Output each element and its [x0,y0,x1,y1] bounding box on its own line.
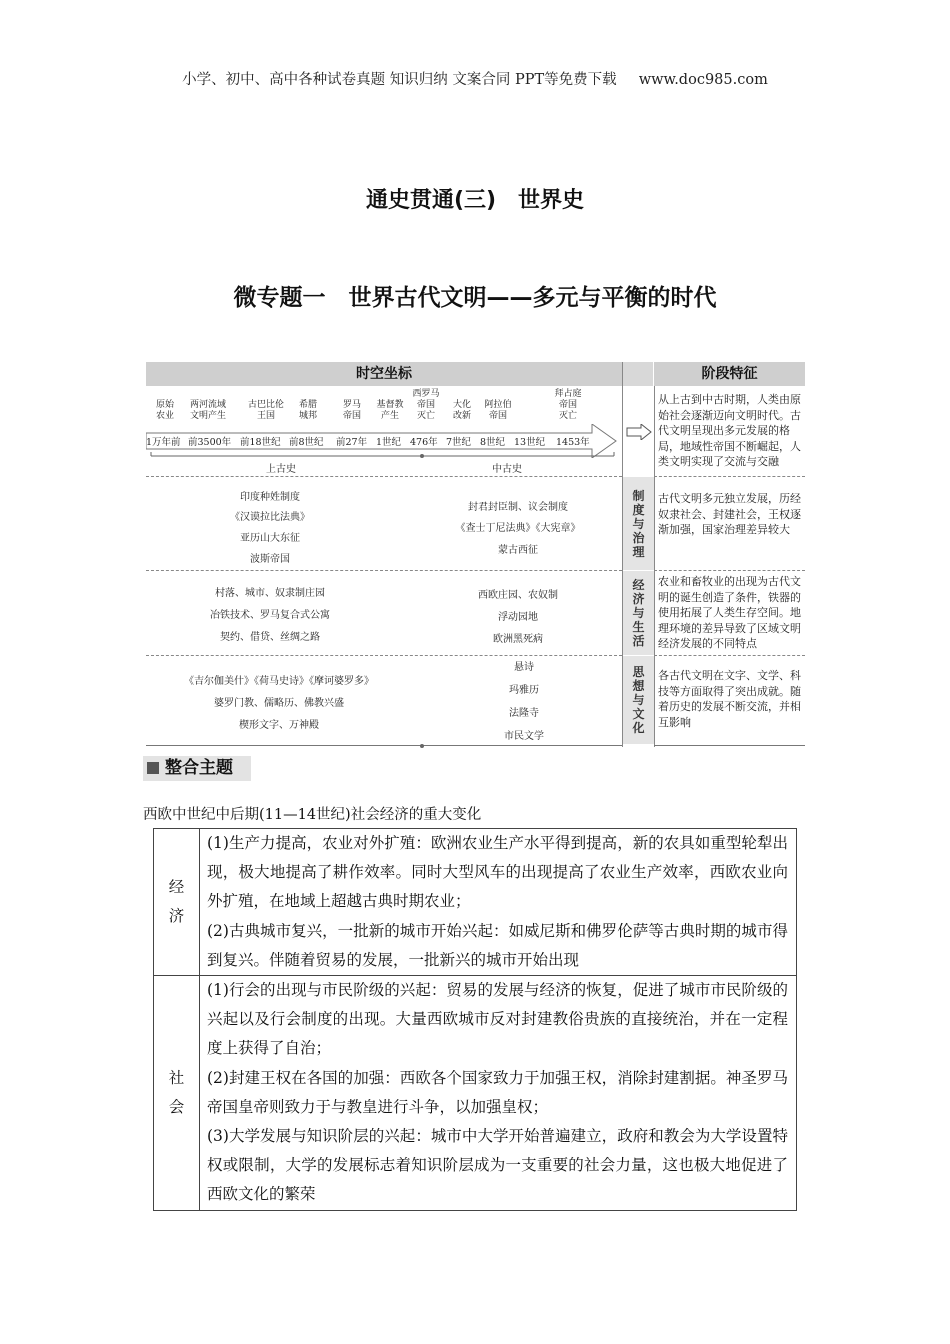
row3-right-item: 法隆寺 [509,708,539,719]
feature-institution: 古代文明多元独立发展，历经奴隶社会、封建社会，王权逐渐加强，国家治理差异较大 [658,492,801,536]
row3-left-item: 婆罗门教、儒略历、佛教兴盛 [214,698,344,709]
side-label-culture: 思想与文化 [623,656,654,744]
document-icon [147,762,159,774]
era-medieval: 中古史 [492,464,522,475]
row3-left-item: 《吉尔伽美什》《荷马史诗》《摩诃婆罗多》 [184,676,374,687]
event: 罗马 帝国 [342,400,361,421]
event: 两河流域 文明产生 [189,400,226,421]
row2-right-item: 西欧庄园、农奴制 [478,590,558,601]
side-label-institution: 制度与治理 [623,477,654,570]
row1-right-item: 《查士丁尼法典》《大宪章》 [455,523,581,534]
event: 基督教 产生 [376,400,404,421]
section-heading: 西欧中世纪中后期(11—14世纪)社会经济的重大变化 [143,807,482,823]
row2-left-item: 契约、借贷、丝绸之路 [220,632,320,643]
date: 前27年 [336,437,368,448]
event: 古巴比伦 王国 [247,400,284,421]
page-subtitle: 微专题一 世界古代文明——多元与平衡的时代 [233,285,717,311]
diagram-head-left: 时空坐标 [146,362,622,386]
row3-right-item: 市民文学 [504,731,544,742]
row-label-society: 社 会 [154,976,200,1211]
header-site[interactable]: www.doc985.com [638,72,768,88]
date: 8世纪 [480,437,506,448]
row2-left-item: 冶铁技术、罗马复合式公寓 [210,610,330,621]
row1-left-item: 亚历山大东征 [240,533,300,544]
row2-right-item: 欧洲黑死病 [493,634,543,645]
row1-left-item: 波斯帝国 [250,554,290,565]
diagram-head-right: 阶段特征 [654,362,805,386]
date: 前3500年 [188,437,232,448]
header-text: 小学、初中、高中各种试卷真题 知识归纳 文案合同 PPT等免费下载 [182,72,617,88]
row3-left-item: 楔形文字、万神殿 [239,720,319,731]
row1-right-item: 蒙古西征 [498,545,538,556]
right-arrow-icon [626,424,652,440]
timeline-diagram [146,362,805,747]
era-bracket [146,450,622,460]
summary-table [153,828,797,1211]
era-ancient: 上古史 [266,464,296,475]
date: 476年 [410,437,438,448]
date: 1世纪 [376,437,402,448]
event: 阿拉伯 帝国 [484,400,512,421]
row-text-society: (1)行会的出现与市民阶级的兴起：贸易的发展与经济的恢复，促进了城市市民阶级的兴起以及行会制度的出现。大量西欧城市反对封建教俗贵族的直接统治，并在一定程度上获得了自治； (2)封建王权在各国的加强：西欧各个国家致力于加强王权，消除封建割据。神圣罗马帝国皇帝则致力于与教皇进行斗争，以加强皇权； (3)大学发展与知识阶层的兴起：城市中大学开始普遍建立，政府和教会为大学设置特权或限制，大学的发展标志着知识阶层成为一支重要的社会力量，这也极大地促进了西欧文化的繁荣 [200,976,797,1211]
row2-right-item: 浮动园地 [498,612,538,623]
date: 1万年前 [146,437,181,448]
event: 拜占庭 帝国 灭亡 [554,389,582,421]
side-label-economy: 经济与生活 [623,571,654,655]
table-row [154,976,797,1211]
feature-culture: 各古代文明在文字、文学、科技等方面取得了突出成就。随着历史的发展不断交流，并相互影响 [658,669,801,729]
page-header [0,68,950,89]
event: 大化 改新 [452,400,471,421]
row1-left-item: 印度种姓制度 [240,492,300,503]
row2-left-item: 村落、城市、奴隶制庄园 [215,588,325,599]
event: 原始 农业 [155,400,174,421]
event: 希腊 城邦 [298,400,317,421]
date: 前18世纪 [240,437,281,448]
page-title: 通史贯通(三) 世界史 [365,188,585,213]
row1-right-item: 封君封臣制、议会制度 [468,502,568,513]
table-row [154,829,797,976]
row3-right-item: 悬诗 [514,662,534,673]
row-text-economy: (1)生产力提高，农业对外扩殖：欧洲农业生产水平得到提高，新的农具如重型轮犁出现，极大地提高了耕作效率。同时大型风车的出现提高了农业生产效率，西欧农业向外扩殖，在地域上超越古典时期农业； (2)古典城市复兴，一批新的城市开始兴起：如威尼斯和佛罗伦萨等古典时期的城市得到复兴。伴随着贸易的发展，一批新兴的城市开始出现 [200,829,797,976]
row-label-economy: 经 济 [154,829,200,976]
date: 前8世纪 [289,437,324,448]
feature-time: 从上古到中古时期，人类由原始社会逐渐迈向文明时代。古代文明呈现出多元发展的格局，地域性帝国不断崛起，人类文明实现了交流与交融 [658,393,801,468]
date: 13世纪 [514,437,546,448]
row3-right-item: 玛雅历 [509,685,539,696]
event: 西罗马 帝国 灭亡 [412,389,440,421]
section-tag: 整合主题 [143,756,251,781]
row1-left-item: 《汉谟拉比法典》 [230,512,310,523]
feature-economy: 农业和畜牧业的出现为古代文明的诞生创造了条件，铁器的使用拓展了人类生存空间。地理环境的差异导致了区域文明经济发展的不同特点 [658,575,801,650]
date: 7世纪 [446,437,472,448]
date: 1453年 [556,437,590,448]
